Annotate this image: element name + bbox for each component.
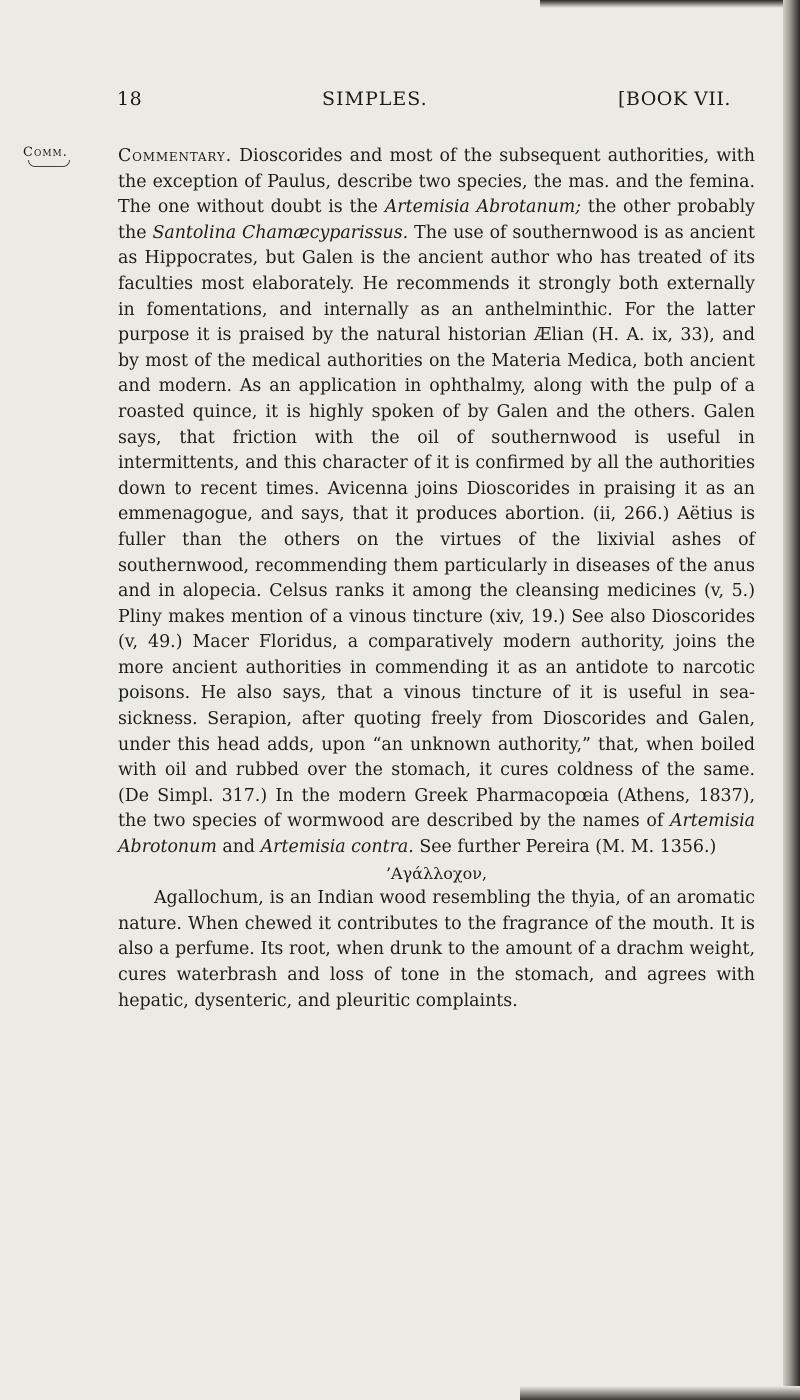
species-name-3: Artemisia Abrotonum bbox=[118, 811, 755, 858]
scan-right-edge bbox=[783, 0, 800, 1400]
species-name-1: Artemisia Abrotanum; bbox=[384, 197, 582, 218]
commentary-text-4: and bbox=[216, 837, 261, 858]
running-head bbox=[0, 88, 800, 116]
commentary-text-3: The use of southernwood is as ancient as Hippocrates, but Galen is the ancient author who has treated of its faculties most elaborately. He recommends it strongly both externally in fomentations, and internally as an anthelminthic. For the latter purpose it is praised by the natural historian Ælian (H. A. ix, 33), and by most of the medical authorities on the Materia Medica, both ancient and modern. As an application in ophthalmy, along with the pulp of a roasted quince, it is highly spoken of by Galen and the others. Galen says, that friction with the oil of southernwood is useful in intermittents, and this character of it is confirmed by all the authorities down to recent times. Avicenna joins Dioscorides in praising it as an emmenagogue, and says, that it produces abortion. (ii, 266.) Aëtius is fuller than the others on the virtues of the lixivial ashes of southernwood, recommending them particularly in diseases of the anus and in alopecia. Celsus ranks it among the cleansing medicines (v, 5.) Pliny makes mention of a vinous tincture (xiv, 19.) See also Dioscorides (v, 49.) Macer Floridus, a comparatively modern authority, joins the more ancient authorities in commending it as an antidote to narcotic poisons. He also says, that a vinous tincture of it is useful in sea-sickness. Serapion, after quoting freely from Dioscorides and Galen, under this head adds, upon “an unknown authority,” that, when boiled with oil and rubbed over the stomach, it cures coldness of the same. (De Simpl. 317.) In the modern Greek Pharmacopœia (Athens, 1837), the two species of wormwood are described by the names of bbox=[118, 222, 755, 832]
scan-bottom-edge bbox=[520, 1386, 800, 1400]
margin-brace bbox=[28, 160, 70, 167]
page-number: 18 bbox=[117, 88, 143, 110]
margin-note bbox=[23, 145, 68, 160]
commentary-label: Commentary. bbox=[118, 146, 232, 166]
entry-greek-heading: ’Αγάλλοχον, bbox=[385, 863, 488, 883]
species-name-4: Artemisia contra. bbox=[260, 837, 414, 858]
commentary-paragraph bbox=[118, 144, 755, 861]
commentary-text-5: See further Pereira (M. M. 1356.) bbox=[413, 837, 717, 858]
commentary-text-2: the other probably the bbox=[118, 197, 755, 243]
species-name-2: Santolina Chamæcyparissus. bbox=[152, 222, 409, 243]
commentary-text-1: Dioscorides and most of the subsequent authorities, with the exception of Paulus, describe two species, the mas. and the femina. The one without doubt is the bbox=[118, 146, 755, 218]
scan-top-edge bbox=[540, 0, 800, 8]
margin-note-label: Comm. bbox=[23, 145, 68, 160]
running-title: SIMPLES. bbox=[322, 88, 428, 110]
book-label: [BOOK VII. bbox=[618, 88, 731, 110]
entry-paragraph: Agallochum, is an Indian wood resembling the thyia, of an aromatic nature. When chewed it contributes to the fragrance of the mouth. It is also a perfume. Its root, when drunk to the amount of a drachm weight, cures waterbrash and loss of tone in the stomach, and agrees with hepatic, dysenteric, and pleuritic complaints. bbox=[118, 888, 755, 1011]
body-text bbox=[118, 144, 755, 1014]
